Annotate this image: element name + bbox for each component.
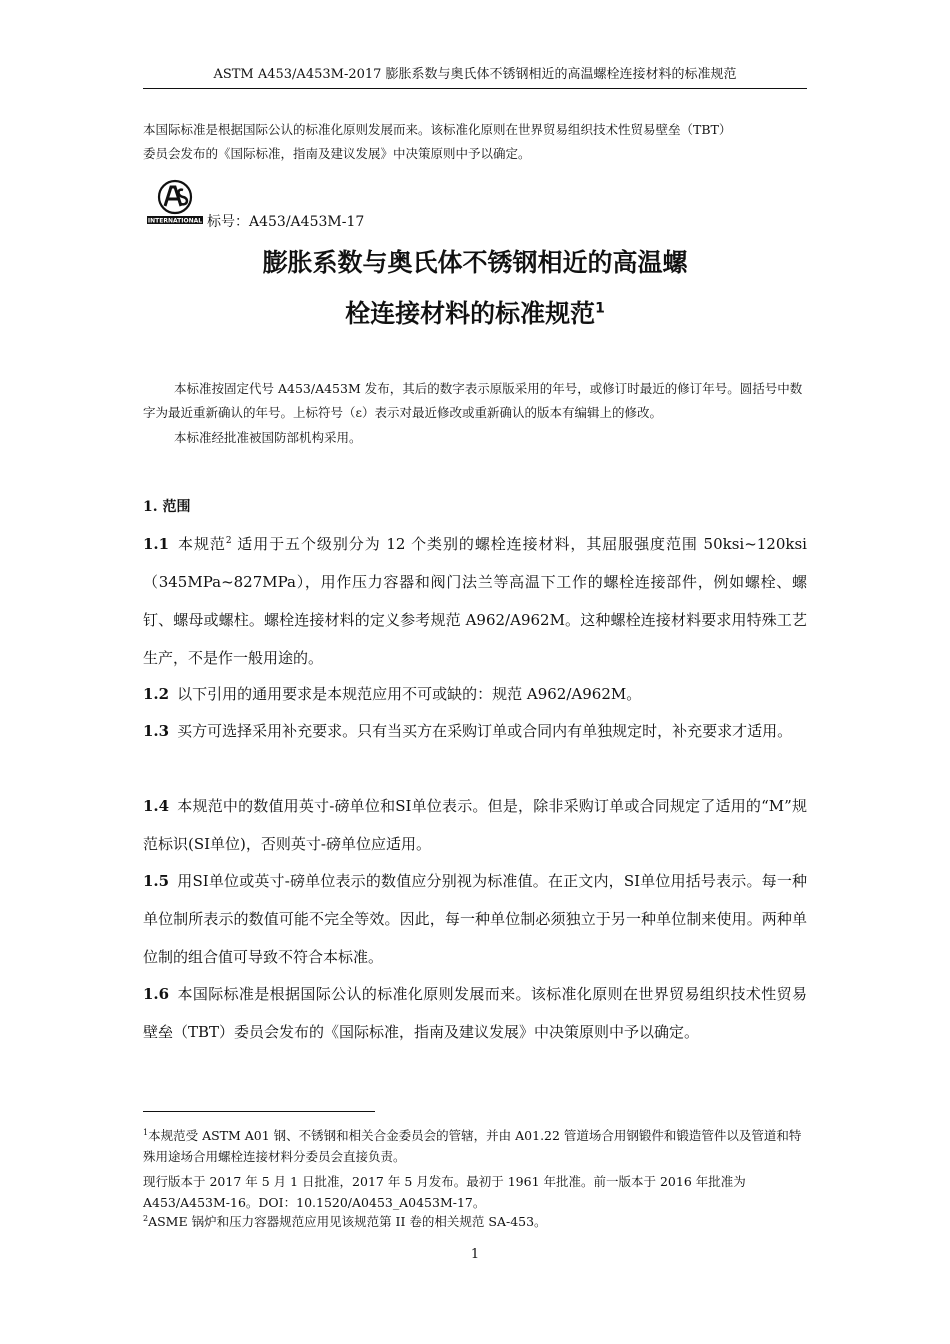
title-line-2-text: 栓连接材料的标准规范 xyxy=(345,299,596,328)
footnote-text: 本规范受 ASTM A01 钢、不锈钢和相关合金委员会的管辖，并由 A01.22 管道场合用钢锻件和锻造管件以及管道和特殊用途场合用螺栓连接材料分委员会直接负责。 xyxy=(143,1128,802,1164)
clause-number: 1.4 xyxy=(143,797,170,815)
clause-text-cont: 适用于五个级别分为 12 个类别的螺栓连接材料，其屈服强度范围 50ksi~120ksi（345MPa~827MPa），用作压力容器和阀门法兰等高温下工作的螺栓连接部件，例如螺栓、螺钉、螺母或螺柱。螺栓连接材料的定义参考规范 A962/A962M。这种螺栓连接材料要求用特殊工艺生产，不是作一般用途的。 xyxy=(143,535,807,667)
clause-number: 1.6 xyxy=(143,985,170,1003)
clause-text: 用SI单位或英寸-磅单位表示的数值应分别视为标准值。在正文内，SI单位用括号表示。每一种单位制所表示的数值可能不完全等效。因此，每一种单位制必须独立于另一种单位制来使用。两种单位制的组合值可导致不符合本标准。 xyxy=(143,872,807,966)
intro-line-2: 委员会发布的《国际标准，指南及建议发展》中决策原则中予以确定。 xyxy=(143,146,531,161)
footnote-mark: 1 xyxy=(143,1127,149,1137)
astm-logo xyxy=(147,178,203,226)
clause-text: 本规范 xyxy=(177,535,226,553)
clause-1-5 xyxy=(143,862,807,976)
footnote-mark: 2 xyxy=(143,1213,149,1223)
page-number: 1 xyxy=(470,1247,480,1262)
clause-number: 1.2 xyxy=(143,685,170,703)
preface-para-2: 本标准经批准被国防部机构采用。 xyxy=(174,430,362,445)
footnote-1 xyxy=(143,1125,807,1167)
footnote-2 xyxy=(143,1211,807,1232)
title-line-2 xyxy=(143,297,807,331)
footnote-1-edition: 现行版本于 2017 年 5 月 1 日批准，2017 年 5 月发布。最初于 1961 年批准。前一版本于 2016 年批准为 A453/A453M-16。DOI：10.1520/A0453_A0453M-17。 xyxy=(143,1174,746,1210)
clause-number: 1.5 xyxy=(143,872,170,890)
title-footnote-ref: 1 xyxy=(595,300,605,317)
footnote-rule xyxy=(143,1111,375,1112)
clause-text: 买方可选择采用补充要求。只有当买方在采购订单或合同内有单独规定时，补充要求才适用。 xyxy=(177,722,793,740)
preface-para-1: 本标准按固定代号 A453/A453M 发布，其后的数字表示原版采用的年号，或修订时最近的修订年号。圆括号中数字为最近重新确认的年号。上标符号（ε）表示对最近修改或重新确认的版本有编辑上的修改。 xyxy=(143,381,803,420)
clause-footnote-ref: 2 xyxy=(225,536,232,546)
clause-1-3 xyxy=(143,712,807,750)
clause-text: 本国际标准是根据国际公认的标准化原则发展而来。该标准化原则在世界贸易组织技术性贸易壁垒（TBT）委员会发布的《国际标准，指南及建议发展》中决策原则中予以确定。 xyxy=(143,985,807,1041)
title-line-1: 膨胀系数与奥氏体不锈钢相近的高温螺 xyxy=(262,248,688,277)
clause-number: 1.1 xyxy=(143,535,170,553)
clause-text: 本规范中的数值用英寸-磅单位和SI单位表示。但是，除非采购订单或合同规定了适用的“M”规范标识(SI单位)，否则英寸-磅单位应适用。 xyxy=(143,797,807,853)
intro-notice xyxy=(143,118,807,166)
clause-1-6 xyxy=(143,975,807,1051)
intro-line-1: 本国际标准是根据国际公认的标准化原则发展而来。该标准化原则在世界贸易组织技术性贸易壁垒（TBT） xyxy=(143,122,732,137)
header-rule xyxy=(143,88,807,89)
clause-1-4 xyxy=(143,787,807,863)
clause-text: 以下引用的通用要求是本规范应用不可或缺的：规范 A962/A962M。 xyxy=(177,685,642,703)
clause-1-1 xyxy=(143,525,807,677)
footnote-text: ASME 锅炉和压力容器规范应用见该规范第 II 卷的相关规范 SA-453。 xyxy=(148,1214,547,1229)
clause-1-2 xyxy=(143,675,807,713)
logo-text: INTERNATIONAL xyxy=(147,217,203,225)
running-header: ASTM A453/A453M-2017 膨胀系数与奥氏体不锈钢相近的高温螺栓连接材料的标准规范 xyxy=(213,67,737,82)
section-heading-scope: 1. 范围 xyxy=(143,499,191,515)
clause-number: 1.3 xyxy=(143,722,170,740)
designation: 标号：A453/A453M-17 xyxy=(207,214,365,230)
